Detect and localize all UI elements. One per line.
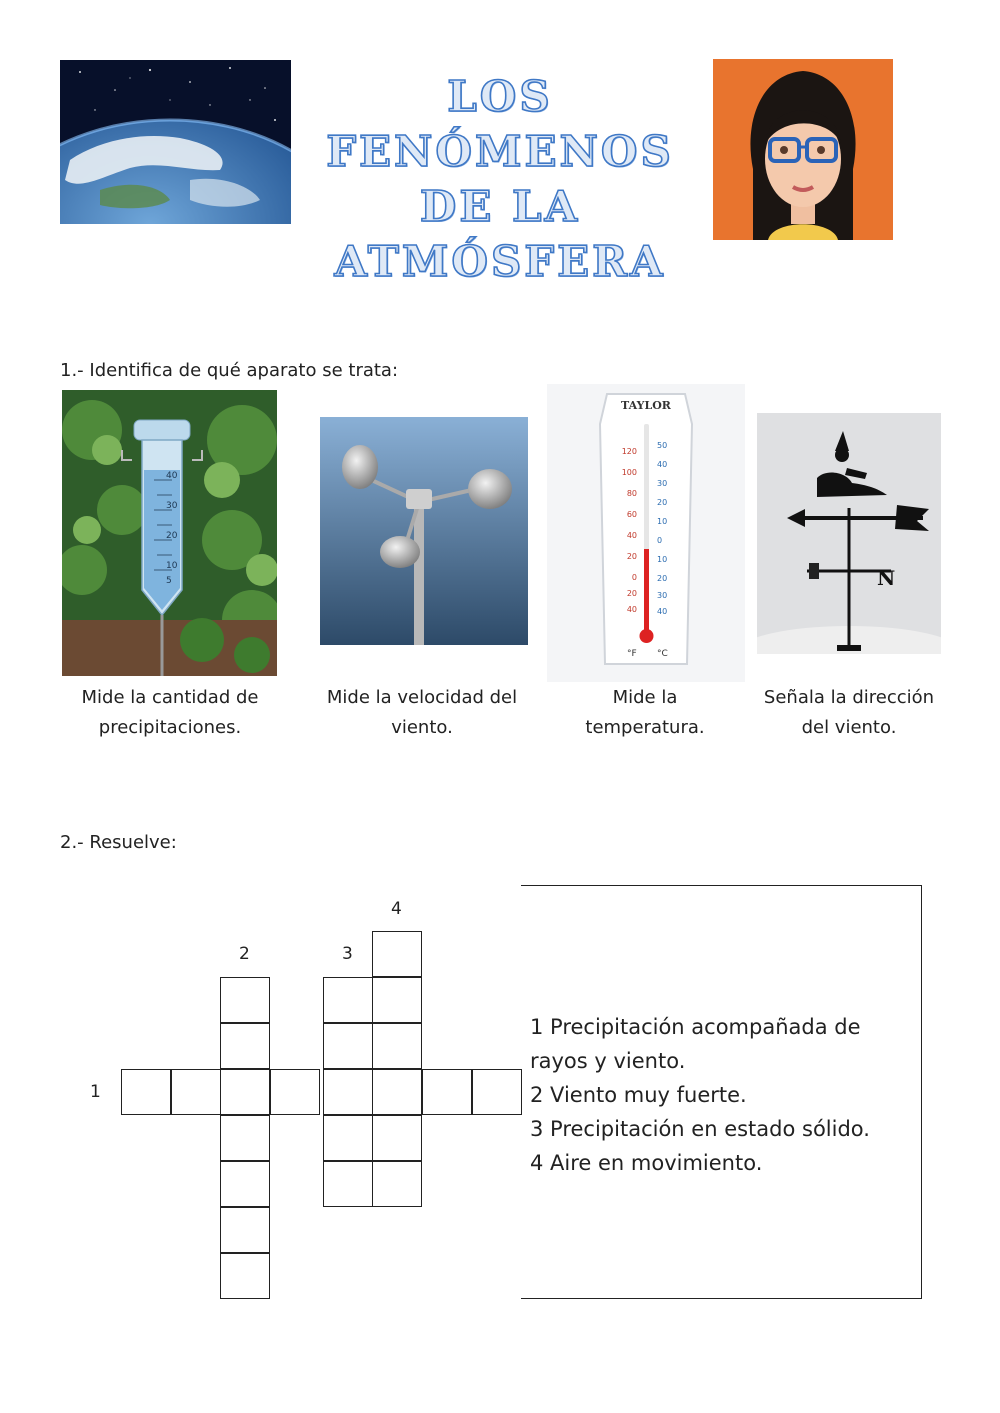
- crossword-cell[interactable]: [220, 977, 270, 1023]
- gauge-label: 10: [166, 561, 178, 571]
- crossword-cell[interactable]: [323, 1023, 373, 1069]
- gauge-label: 30: [166, 501, 178, 511]
- thermo-f-label: 60: [626, 510, 637, 519]
- crossword-cell[interactable]: [171, 1069, 221, 1115]
- crossword-cell[interactable]: [270, 1069, 320, 1115]
- crossword-cell[interactable]: [372, 1023, 422, 1069]
- caption-line: del viento.: [801, 717, 897, 738]
- thermo-f-label: 0: [631, 573, 637, 582]
- vane-letter-n: N: [877, 566, 896, 590]
- thermo-f-label: 120: [621, 447, 637, 456]
- crossword-cell[interactable]: [121, 1069, 171, 1115]
- gauge-label: 40: [166, 471, 178, 481]
- caption-anemometer: [311, 683, 533, 743]
- caption-line: Mide la cantidad de: [81, 687, 259, 708]
- thermo-c-label: 0: [657, 536, 663, 545]
- clue-line: 3 Precipitación en estado sólido.: [530, 1117, 870, 1141]
- caption-line: Señala la dirección: [763, 687, 935, 708]
- crossword-cell[interactable]: [372, 977, 422, 1023]
- crossword-cell[interactable]: [323, 977, 373, 1023]
- crossword-cell[interactable]: [372, 931, 422, 977]
- thermo-c-label: 20: [657, 574, 668, 583]
- thermo-f-label: 100: [621, 468, 637, 477]
- thermo-c-label: 30: [657, 479, 668, 488]
- gauge-label: 20: [166, 531, 178, 541]
- earth-from-space-image: [60, 60, 291, 224]
- title-line-1: LOS: [447, 72, 553, 121]
- crossword-cell[interactable]: [220, 1115, 270, 1161]
- title-line-3: DE LA: [419, 182, 581, 231]
- clue-line: 1 Precipitación acompañada de: [530, 1015, 861, 1039]
- caption-rain-gauge: [60, 683, 280, 743]
- thermometer-brand: TAYLOR: [621, 399, 671, 412]
- caption-line: temperatura.: [585, 717, 705, 738]
- rain-gauge-image: [62, 390, 277, 676]
- crossword-cell[interactable]: [220, 1023, 270, 1069]
- thermo-f-label: 40: [626, 605, 637, 614]
- anemometer-image: [320, 417, 528, 645]
- thermometer-image: [547, 384, 745, 682]
- thermo-unit-c: °C: [657, 649, 668, 659]
- thermo-c-label: 50: [657, 441, 668, 450]
- thermo-c-label: 30: [657, 591, 668, 600]
- caption-line: Mide la: [612, 687, 678, 708]
- caption-line: viento.: [391, 717, 453, 738]
- thermo-c-label: 10: [657, 555, 668, 564]
- crossword-cell[interactable]: [220, 1253, 270, 1299]
- thermo-c-label: 40: [657, 460, 668, 469]
- gauge-label: 5: [166, 576, 172, 586]
- crossword-cell[interactable]: [323, 1069, 373, 1115]
- crossword-cell[interactable]: [220, 1207, 270, 1253]
- crossword-cell[interactable]: [372, 1069, 422, 1115]
- crossword-number-2: 2: [239, 944, 250, 964]
- thermo-f-label: 40: [626, 531, 637, 540]
- caption-line: Mide la velocidad del: [326, 687, 518, 708]
- thermo-c-label: 10: [657, 517, 668, 526]
- crossword-cell[interactable]: [220, 1069, 270, 1115]
- thermo-f-label: 20: [626, 552, 637, 561]
- crossword-cell[interactable]: [323, 1161, 373, 1207]
- caption-line: precipitaciones.: [98, 717, 242, 738]
- weather-vane-image: [757, 413, 941, 654]
- clue-line: 2 Viento muy fuerte.: [530, 1083, 747, 1107]
- crossword-cell[interactable]: [372, 1115, 422, 1161]
- thermo-c-label: 20: [657, 498, 668, 507]
- crossword-number-4: 4: [391, 899, 402, 919]
- crossword-cell[interactable]: [220, 1161, 270, 1207]
- crossword-cell[interactable]: [323, 1115, 373, 1161]
- title-line-4: ATMÓSFERA: [334, 237, 666, 286]
- thermo-c-label: 40: [657, 607, 668, 616]
- crossword-number-1: 1: [90, 1082, 101, 1102]
- clue-line: rayos y viento.: [530, 1049, 686, 1073]
- crossword-cell[interactable]: [372, 1161, 422, 1207]
- crossword-cell[interactable]: [422, 1069, 472, 1115]
- thermo-f-label: 80: [626, 489, 637, 498]
- caption-weather-vane: [750, 683, 948, 743]
- question-2: 2.- Resuelve:: [60, 832, 177, 853]
- caption-thermometer: [545, 683, 745, 743]
- girl-with-glasses-avatar: [713, 59, 893, 240]
- crossword-number-3: 3: [342, 944, 353, 964]
- clue-line: 4 Aire en movimiento.: [530, 1151, 763, 1175]
- thermo-unit-f: °F: [627, 649, 637, 659]
- crossword-cell[interactable]: [472, 1069, 522, 1115]
- thermo-f-label: 20: [626, 589, 637, 598]
- clues-box: [521, 885, 922, 1299]
- question-1: 1.- Identifica de qué aparato se trata:: [60, 360, 399, 381]
- title-line-2: FENÓMENOS: [326, 127, 674, 176]
